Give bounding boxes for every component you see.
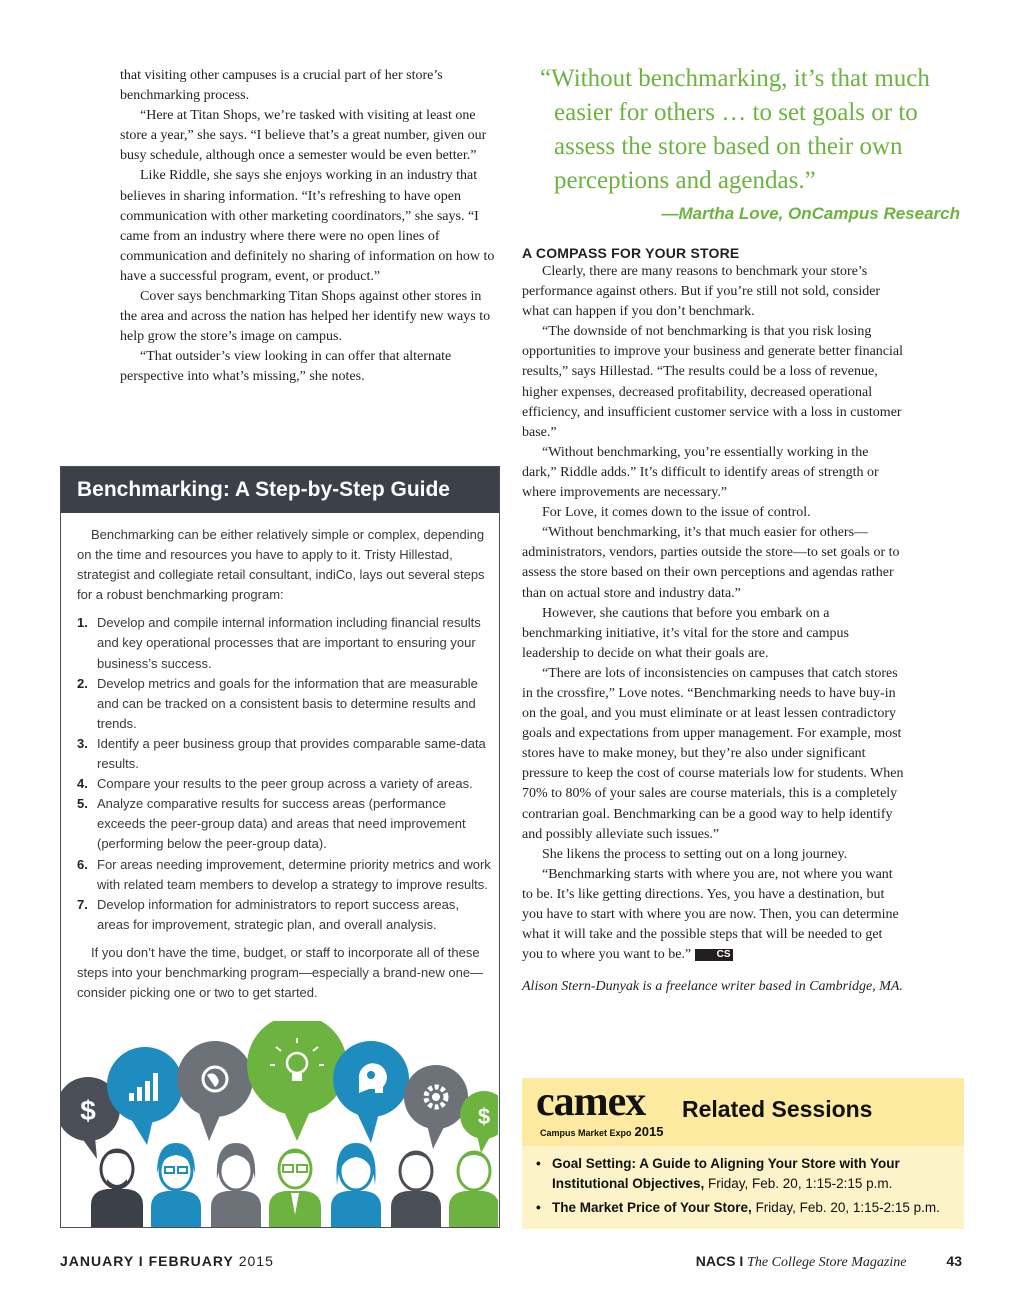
right-paragraph: She likens the process to setting out on a long journey.: [542, 846, 848, 862]
page-number: 43: [946, 1253, 962, 1269]
guide-body: [77, 525, 491, 1003]
guide-steps-list: [77, 613, 491, 935]
issue-date-footer: [60, 1253, 274, 1269]
step-text: Compare your results to the peer group across a variety of areas.: [97, 776, 473, 792]
person-figure: [151, 1143, 201, 1227]
right-paragraph: “Without benchmarking, it’s that much easier for others—administrators, vendors, parties outside the store—to set goals or to assess the store based on their own perceptions and agendas rather than on actual store and industry data.”: [522, 525, 900, 601]
guide-title: Benchmarking: A Step-by-Step Guide: [61, 467, 499, 513]
pull-quote-attribution: —Martha Love, OnCampus Research: [661, 204, 960, 223]
left-paragraph: Cover says benchmarking Titan Shops against other stores in the area and across the nation has helped her identify new ways to help grow the store’s image on campus.: [120, 289, 491, 345]
person-figure: [391, 1152, 441, 1227]
step-number: 7.: [77, 896, 88, 912]
bubble-glyph: $: [477, 1104, 491, 1129]
left-paragraph: that visiting other campuses is a crucial part of her store’s benchmarking process.: [120, 68, 443, 104]
guide-step: [77, 613, 491, 673]
gear-icon: [404, 1065, 468, 1149]
right-paragraph: However, she cautions that before you embark on a benchmarking initiative, it’s vital for the store and campus leadership to decide on what their goals are.: [522, 605, 849, 661]
step-text: Analyze comparative results for success areas (performance exceeds the peer-group data) and areas that need improvement (performing below the peer-group data).: [97, 796, 466, 852]
step-text: Develop metrics and goals for the information that are measurable and can be tracked on a consistent basis to determine results and trends.: [97, 675, 478, 731]
right-article-column: [522, 244, 906, 997]
step-number: 6.: [77, 856, 88, 872]
person-figure: [211, 1143, 261, 1227]
publication-footer: [696, 1253, 962, 1271]
magazine-name: The College Store Magazine: [747, 1255, 907, 1270]
camex-logo-sub: Campus Market Expo: [540, 1128, 632, 1138]
session-name: The Market Price of Your Store,: [552, 1200, 752, 1215]
left-article-column: [120, 66, 502, 388]
session-time: Friday, Feb. 20, 1:15-2:15 p.m.: [751, 1200, 940, 1215]
step-number: 1.: [77, 615, 88, 631]
right-paragraph: “There are lots of inconsistencies on campuses that catch stores in the crossfire,” Love notes. “Benchmarking needs to have buy-in on the goal, and you must eliminate or at least lessen contradictory goals and expectations from upper management. For example, most stores have to make money, but they’re also under significant pressure to keep the cost of course materials low for students. When 70% to 80% of your sales are course materials, this is a completely contrarian goal. Benchmarking can be a good way to help identify and possibly alleviate such issues.”: [522, 665, 904, 842]
guide-intro: Benchmarking can be either relatively simple or complex, depending on the time and resources you have to apply to it. Tristy Hillestad, strategist and collegiate retail consultant, indiCo, lays out several steps for a robust benchmarking program:: [77, 527, 485, 603]
camex-logo-tagline: [540, 1124, 663, 1139]
camex-logo-word: camex: [536, 1079, 646, 1125]
guide-step: [77, 774, 491, 794]
right-paragraph: “Without benchmarking, you’re essentially working in the dark,” Riddle adds.” It’s difficult to identify areas of strength or where improvements are necessary.”: [522, 444, 879, 501]
right-paragraph: Clearly, there are many reasons to benchmark your store’s performance against others. But if you’re still not sold, consider what can happen if you don’t benchmark.: [522, 264, 881, 320]
author-byline: Alison Stern-Dunyak is a freelance writer based in Cambridge, MA.: [522, 979, 903, 995]
guide-step: [77, 855, 491, 895]
right-paragraph-text: “Benchmarking starts with where you are, not where you want to be. It’s like getting directions. Yes, you have a destination, but you have to start with where you are now. Then, you can determine what it will take and the possible steps that will be needed to get you to where you want to be.”: [522, 866, 899, 963]
right-paragraph-last: [522, 865, 906, 965]
left-paragraph: “That outsider’s view looking in can offer that alternate perspective into what’s missing,” she notes.: [120, 349, 452, 385]
session-name: Goal Setting: A Guide to Aligning Your Store with Your Institutional Objectives,: [552, 1156, 900, 1191]
person-figure: [331, 1143, 381, 1227]
team-ideas-illustration: [61, 1021, 498, 1227]
pull-quote: [540, 62, 960, 226]
guide-step: [77, 674, 491, 734]
step-number: 2.: [77, 675, 88, 691]
bubble-glyph: $: [80, 1095, 96, 1126]
session-time: Friday, Feb. 20, 1:15-2:15 p.m.: [704, 1176, 893, 1191]
step-guide-sidebar: [60, 466, 500, 1228]
step-text: Develop and compile internal information including financial results and key operational processes that are important to ensuring your business’s success.: [97, 615, 481, 671]
step-text: Identify a peer business group that provides comparable same-data results.: [97, 735, 486, 772]
right-paragraph: “The downside of not benchmarking is that you risk losing opportunities to improve your business and generate better financial results,” says Hillestad. “The results could be a loss of revenue, higher expenses, decreased profitability, decreased operational efficiency, and insufficient customer service with a loss in customer base.”: [522, 324, 904, 440]
issue-months: JANUARY I FEBRUARY: [60, 1253, 234, 1269]
issue-year: 2015: [233, 1253, 274, 1269]
step-text: Develop information for administrators to report success areas, areas for improvement, strategic plan, and overall analysis.: [97, 896, 459, 932]
org-name: NACS I: [695, 1253, 748, 1269]
related-sessions-box: [522, 1078, 964, 1229]
related-sessions-title: Related Sessions: [682, 1096, 873, 1122]
lightbulb-icon: [247, 1021, 347, 1141]
pull-quote-text: “Without benchmarking, it’s that much easier for others … to set goals or to assess the store based on their own perceptions and agendas.”: [540, 65, 930, 194]
end-mark-icon: CS: [695, 949, 733, 961]
sessions-panel: [522, 1146, 964, 1229]
step-number: 5.: [77, 796, 88, 812]
step-number: 4.: [77, 776, 88, 792]
bar-chart-icon: [107, 1047, 183, 1145]
right-paragraph: For Love, it comes down to the issue of control.: [542, 505, 811, 521]
guide-step: [77, 794, 491, 854]
camex-logo: [536, 1079, 680, 1142]
guide-outro: If you don’t have the time, budget, or staff to incorporate all of these steps into your benchmarking program—especially a brand-new one—consider picking one or two to get started.: [77, 944, 484, 1001]
guide-step: [77, 895, 491, 935]
person-figure: [91, 1150, 143, 1227]
step-number: 3.: [77, 735, 88, 751]
session-item: [536, 1198, 956, 1218]
person-figure: [449, 1152, 498, 1227]
camex-logo-year: 2015: [634, 1124, 664, 1139]
person-figure: [269, 1149, 321, 1227]
section-heading: A COMPASS FOR YOUR STORE: [522, 245, 740, 261]
step-text: For areas needing improvement, determine priority metrics and work with related team members to develop a strategy to improve results.: [97, 856, 491, 892]
head-gears-icon: [333, 1041, 409, 1143]
left-paragraph: “Here at Titan Shops, we’re tasked with visiting at least one store a year,” she says. “I believe that’s a great number, given our busy schedule, although once a semester would be even better.”: [120, 108, 487, 164]
guide-step: [77, 734, 491, 774]
sessions-list: [536, 1154, 956, 1222]
left-paragraph: Like Riddle, she says she enjoys working in an industry that believes in sharing information. “It’s refreshing to have open communication with other marketing coordinators,” she says. “I came from an industry where there were no open lines of communication and definitely no sharing of information on how to have a successful program, event, or product.”: [120, 168, 495, 284]
dollar-icon: [460, 1091, 498, 1153]
session-item: [536, 1154, 956, 1194]
globe-icon: [177, 1041, 253, 1141]
